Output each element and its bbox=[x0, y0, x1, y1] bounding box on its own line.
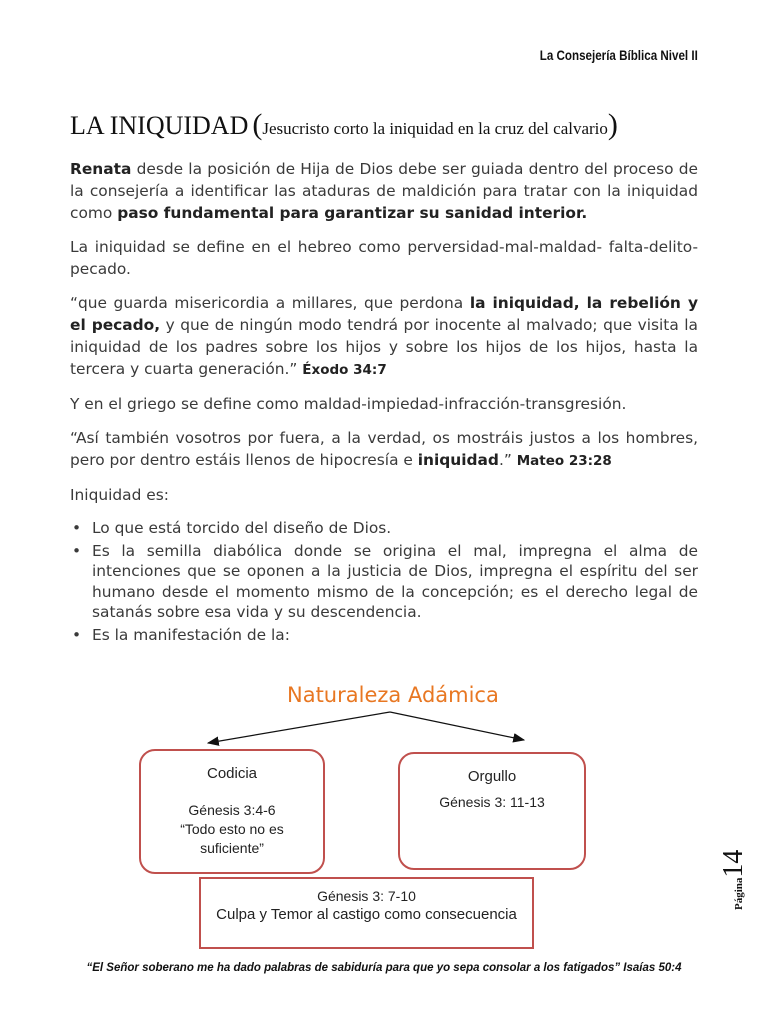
bullet-icon: • bbox=[72, 625, 82, 644]
arrow-right bbox=[390, 712, 524, 740]
list-item-text: Lo que está torcido del diseño de Dios. bbox=[92, 519, 392, 537]
list-item-text: Es la manifestación de la: bbox=[92, 625, 290, 644]
reference-matthew: Mateo 23:28 bbox=[516, 453, 612, 469]
p5-text-c: .” bbox=[498, 451, 517, 469]
title-close-paren: ) bbox=[607, 108, 618, 141]
section-title bbox=[70, 108, 710, 142]
orgullo-reference: Génesis 3: 11-13 bbox=[439, 794, 545, 810]
p5-text-a: “Así también vosotros por fuera, a la verdad, os mostráis justos a los hombres, pero por dentro estáis llenos de hipocresía e bbox=[70, 429, 698, 469]
codicia-quote-line2: suficiente” bbox=[200, 840, 264, 856]
p5-emphasis: iniquidad bbox=[417, 451, 499, 469]
page-number bbox=[718, 840, 748, 910]
page-label: Página bbox=[733, 877, 745, 910]
bullet-icon: • bbox=[72, 519, 82, 537]
paragraph-exodus-quote bbox=[70, 292, 698, 381]
title-subtitle: Jesucristo corto la iniquidad en la cruz del calvario bbox=[262, 119, 608, 138]
paragraph-hebrew-definition: La iniquidad se define en el hebreo como perversidad-mal-maldad- falta-delito-pecado. bbox=[70, 238, 698, 278]
bullet-icon: • bbox=[72, 541, 82, 560]
codicia-heading: Codicia bbox=[206, 765, 258, 782]
codicia-box bbox=[139, 749, 325, 874]
list-item bbox=[70, 541, 698, 623]
codicia-quote-line1: “Todo esto no es bbox=[180, 821, 284, 837]
iniquity-list bbox=[70, 518, 698, 645]
list-item-text: Es la semilla diabólica donde se origina el mal, impregna el alma de intenciones que se oponen a la justicia de Dios, impregna el espíritu del ser humano desde el momento mismo de la concepción; es el derecho legal de satanás sobre esa vida y su descendencia. bbox=[92, 541, 698, 621]
name-renata: Renata bbox=[70, 160, 132, 178]
orgullo-heading: Orgullo bbox=[467, 768, 517, 785]
list-item bbox=[70, 625, 698, 646]
orgullo-box bbox=[398, 752, 586, 870]
paragraph-greek-definition: Y en el griego se define como maldad-impiedad-infracción-transgresión. bbox=[70, 395, 627, 413]
title-main: LA INIQUIDAD bbox=[70, 111, 249, 140]
reference-exodus: Éxodo 34:7 bbox=[302, 362, 387, 378]
title-open-paren: ( bbox=[252, 108, 263, 141]
footer-verse: “El Señor soberano me ha dado palabras de sabiduría para que yo sepa consolar a los fatigados” Isaías 50:4 bbox=[86, 962, 682, 974]
arrow-left bbox=[208, 712, 390, 743]
paragraph-matthew-quote bbox=[70, 427, 698, 472]
culpa-text: Culpa y Temor al castigo como consecuencia bbox=[216, 906, 517, 923]
p1-text: desde la posición de Hija de Dios debe ser guiada dentro del proceso de la consejería a identificar las ataduras de maldición para tratar con la iniquidad como bbox=[70, 160, 698, 222]
page-number-value: 14 bbox=[718, 849, 749, 878]
diagram-title: Naturaleza Adámica bbox=[287, 683, 499, 707]
paragraph-iniquity-is: Iniquidad es: bbox=[70, 486, 169, 504]
p3-emphasis: la iniquidad, la rebelión y el pecado, bbox=[70, 294, 698, 334]
running-header: La Consejería Bíblica Nivel II bbox=[539, 48, 698, 63]
p1-emphasis: paso fundamental para garantizar su sanidad interior. bbox=[117, 204, 588, 222]
document-body bbox=[70, 158, 698, 647]
culpa-box bbox=[199, 877, 534, 949]
culpa-reference: Génesis 3: 7-10 bbox=[317, 888, 416, 904]
list-item bbox=[70, 518, 698, 539]
codicia-reference: Génesis 3:4-6 bbox=[188, 802, 276, 818]
p3-text-a: “que guarda misericordia a millares, que perdona bbox=[70, 294, 470, 312]
paragraph-renata bbox=[70, 158, 698, 224]
p3-text-c: y que de ningún modo tendrá por inocente al malvado; que visita la iniquidad de los padres sobre los hijos y sobre los hijos de los hijos, hasta la tercera y cuarta generación.” bbox=[70, 316, 698, 378]
